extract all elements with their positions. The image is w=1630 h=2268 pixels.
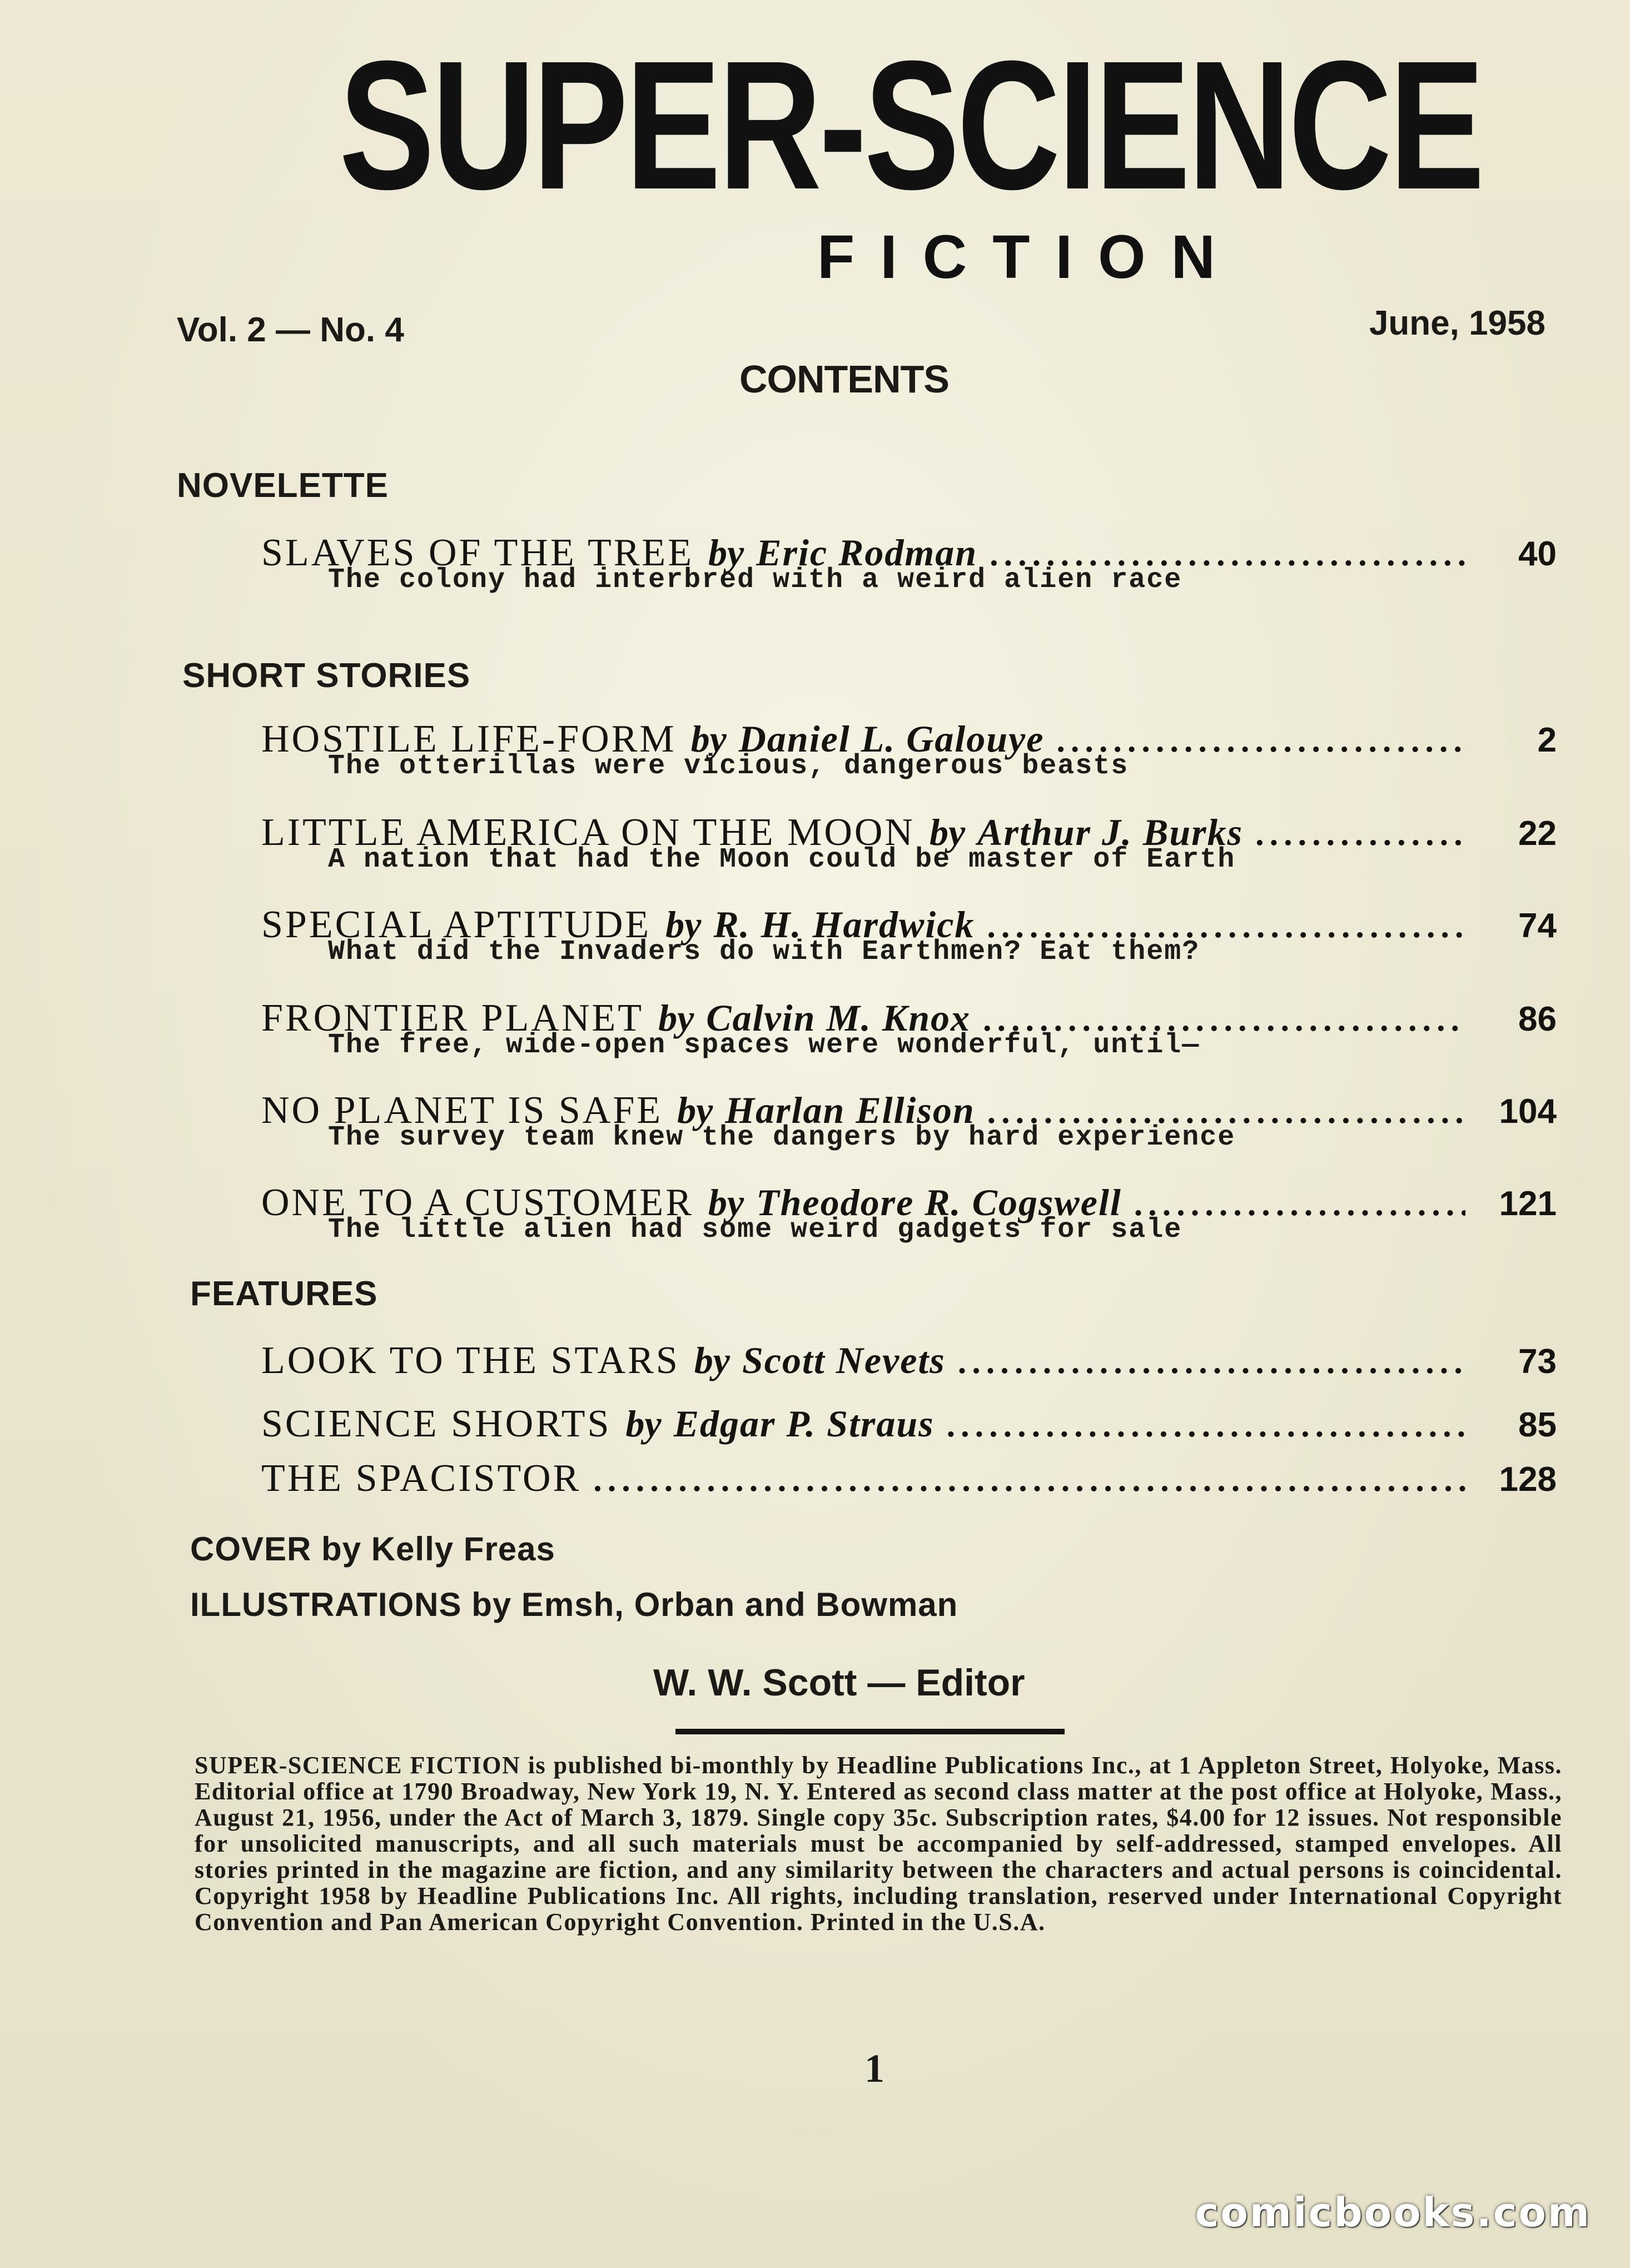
page-number: 74 [1518,907,1557,945]
story-author: Daniel L. Galouye [738,718,1045,760]
story-title: FRONTIER PLANET [261,997,644,1040]
page-number: 40 [1518,535,1557,573]
story-author: Calvin M. Knox [706,997,971,1039]
divider-rule [675,1729,1065,1734]
cover-credit: COVER by Kelly Freas [190,1530,555,1568]
feature-title: THE SPACISTOR [261,1457,582,1500]
toc-entry [261,810,1557,883]
dot-leader [1134,1185,1465,1224]
page-number: 85 [1518,1406,1557,1444]
page-number: 121 [1499,1185,1557,1223]
toc-entry [261,531,1557,603]
story-title: SPECIAL APTITUDE [261,903,652,946]
story-title: LITTLE AMERICA ON THE MOON [261,811,915,854]
page-number: 86 [1518,1000,1557,1038]
byline-word: by [665,903,702,946]
story-blurb: The little alien had some weird gadgets for sale [328,1214,1182,1246]
story-blurb: The free, wide-open spaces were wonderful, until— [328,1029,1200,1061]
masthead-title: SUPER-SCIENCE [339,22,1482,227]
story-title: NO PLANET IS SAFE [261,1089,663,1132]
dot-leader [1255,814,1465,854]
story-title: HOSTILE LIFE-FORM [261,718,677,760]
dot-leader [593,1460,1465,1500]
dot-leader [958,1342,1465,1382]
byline-word: by [677,1089,713,1131]
toc-entry-line [261,1339,1557,1383]
byline-word: by [708,1181,744,1223]
masthead-subtitle: FICTION [817,223,1241,291]
story-author: R. H. Hardwick [713,903,975,946]
byline-word: by [625,1402,662,1445]
page-number: 2 [1537,721,1557,759]
toc-entry [261,1088,1557,1161]
issue-volume: Vol. 2 — No. 4 [177,311,404,349]
issue-date: June, 1958 [1369,304,1545,342]
feature-title: LOOK TO THE STARS [261,1339,680,1382]
page-number: 128 [1499,1460,1557,1499]
story-author: Arthur J. Burks [977,811,1244,853]
story-title: SLAVES OF THE TREE [261,531,694,574]
publication-notice: SUPER-SCIENCE FICTION is published bi-monthly by Headline Publications Inc., at 1 Appleton Street, Holyoke, Mass. Editorial office at 1790 Broadway, New York 19, N. Y. Entered as second class matter at the post office at Holyoke, Mass., August 21, 1956, under the Act of March 3, 1879. Single copy 35c. Subscription rates, $4.00 for 12 issues. Not responsible for unsolicited manuscripts, and all such materials must be accompanied by self-addressed, stamped envelopes. All stories printed in the magazine are fiction, and any similarity between the characters and actual persons is coincidental. Copyright 1958 by Headline Publications Inc. All rights, including translation, reserved under International Copyright Convention and Pan American Copyright Convention. Printed in the U.S.A. [195,1752,1562,1936]
page-folio: 1 [864,2046,884,2091]
toc-entry [261,717,1557,789]
byline-word: by [690,718,727,760]
story-author: Eric Rodman [756,531,978,574]
story-blurb: A nation that had the Moon could be master of Earth [328,844,1236,876]
toc-entry-line [261,1456,1557,1501]
section-heading-novelette: NOVELETTE [177,466,389,505]
toc-entry [261,1456,1557,1529]
toc-entry [261,996,1557,1068]
watermark: comicbooks.com [1195,2189,1591,2236]
story-blurb: The otterillas were vicious, dangerous beasts [328,750,1129,782]
toc-entry [261,1339,1557,1411]
story-blurb: The colony had interbred with a weird alien race [328,564,1182,596]
story-author: Theodore R. Cogswell [756,1181,1122,1223]
byline-word: by [658,997,694,1039]
feature-author: Scott Nevets [742,1339,946,1381]
story-blurb: The survey team knew the dangers by hard experience [328,1122,1236,1153]
story-blurb: What did the Invaders do with Earthmen? Eat them? [328,936,1200,968]
byline-word: by [929,811,966,853]
toc-entry-line [261,1402,1557,1446]
contents-heading: CONTENTS [739,357,949,401]
section-heading-short-stories: SHORT STORIES [182,656,471,695]
byline-word: by [708,531,744,574]
feature-author: Edgar P. Straus [673,1402,935,1445]
illustrations-credit: ILLUSTRATIONS by Emsh, Orban and Bowman [190,1586,958,1623]
byline-word: by [694,1339,730,1381]
story-author: Harlan Ellison [725,1089,975,1131]
toc-entry [261,1181,1557,1253]
section-heading-features: FEATURES [190,1275,378,1313]
page-number: 104 [1499,1092,1557,1131]
page-number: 22 [1518,814,1557,853]
story-title: ONE TO A CUSTOMER [261,1181,694,1224]
page-number: 73 [1518,1342,1557,1381]
toc-entry [261,903,1557,975]
dot-leader [947,1406,1465,1445]
editor-credit: W. W. Scott — Editor [653,1662,1025,1704]
feature-title: SCIENCE SHORTS [261,1402,612,1445]
